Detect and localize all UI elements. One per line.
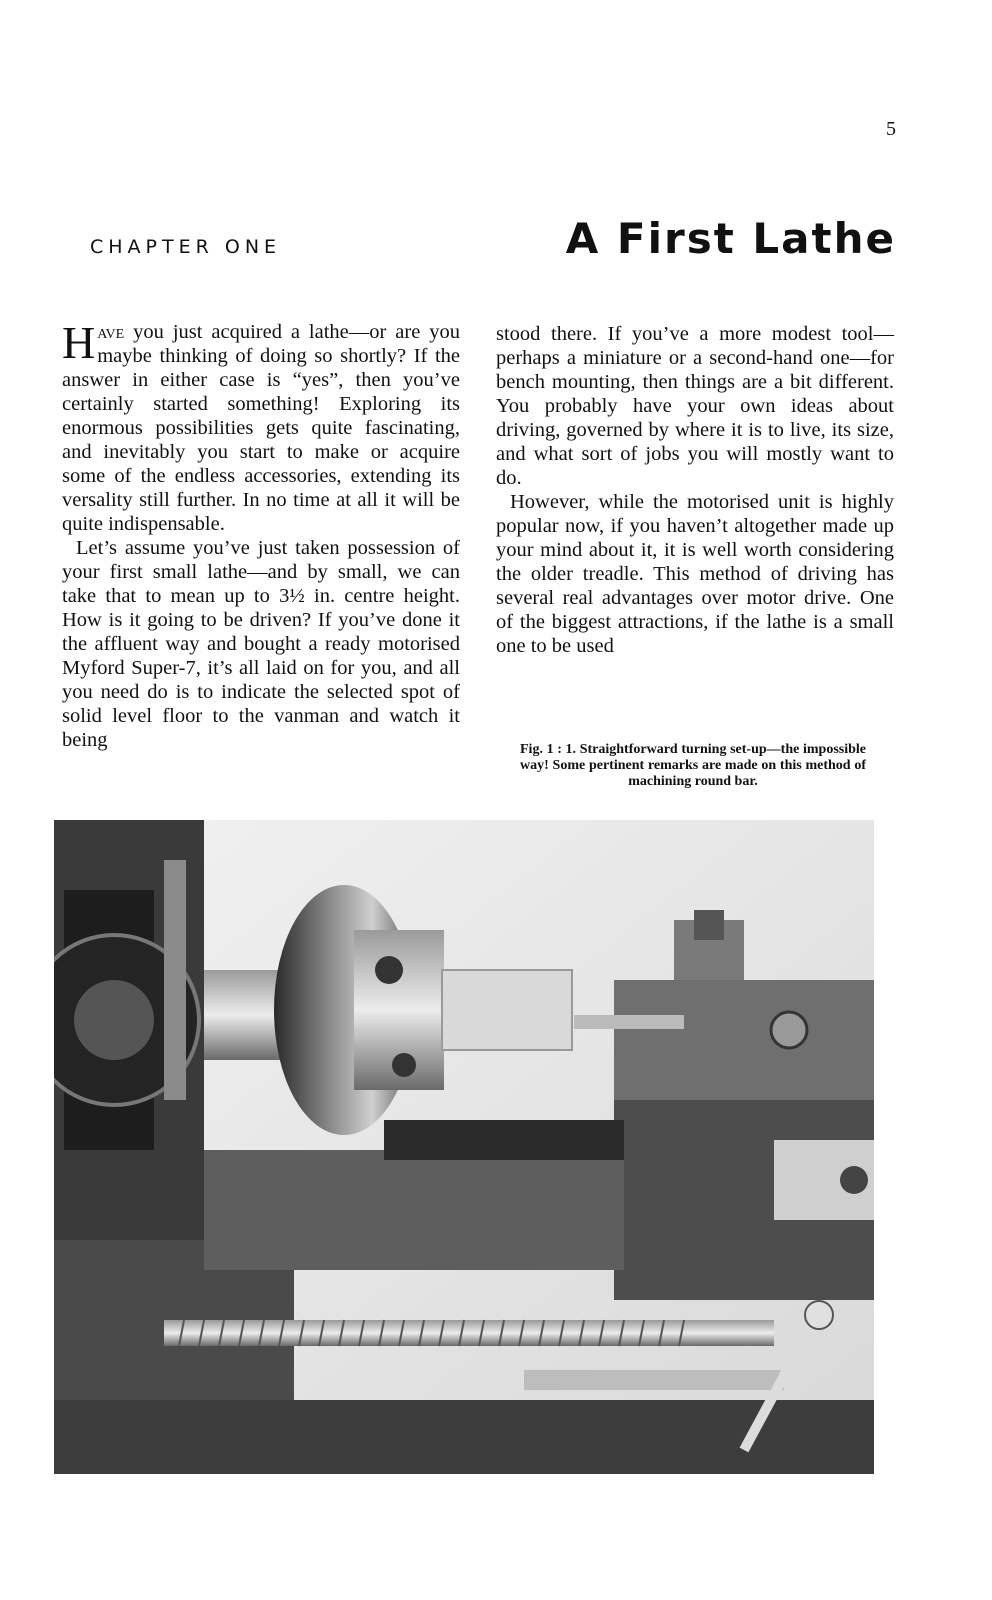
paragraph-text: you just acquired a lathe—or are you maybe thinking of doing so shortly? If the answer in either case is “yes”, then you’ve certainly started something! Exploring its enormous possibilities gets quite fascinating, and inevitably you start to make or acquire some of the endless accessories, extending its versality still further. In no time at all it will be quite indispensable. [62, 321, 460, 535]
paragraph: However, while the motorised unit is highly popular now, if you haven’t altogether made up your mind about it, it is well worth considering the older treadle. This method of driving has several real advantages over motor drive. One of the biggest attractions, if the lathe is a small one to be used [496, 491, 894, 657]
chapter-label: CHAPTER ONE [90, 236, 282, 258]
text-column-right [496, 322, 894, 658]
lathe-photo [54, 820, 874, 1474]
paragraph: stood there. If you’ve a more modest tool—perhaps a miniature or a second-hand one—for bench mounting, then things are a bit different. You probably have your own ideas about driving, governed by where it is to live, its size, and what sort of jobs you will mostly want to do. [496, 323, 894, 489]
paragraph [62, 317, 460, 536]
figure-caption: Fig. 1 : 1. Straightforward turning set-up—the impossible way! Some pertinent remarks are made on this method of machining round bar. [520, 742, 866, 789]
drop-cap: H [62, 317, 96, 368]
small-caps-lead: ave [97, 321, 125, 343]
page-number: 5 [886, 118, 896, 140]
text-column-left [62, 317, 460, 752]
chapter-title: A First Lathe [565, 214, 896, 263]
paragraph: Let’s assume you’ve just taken possession of your first small lathe—and by small, we can take that to mean up to 3½ in. centre height. How is it going to be driven? If you’ve done it the affluent way and bought a ready motorised Myford Super-7, it’s all laid on for you, and all you need do is to indicate the selected spot of solid level floor to the vanman and watch it being [62, 537, 460, 751]
